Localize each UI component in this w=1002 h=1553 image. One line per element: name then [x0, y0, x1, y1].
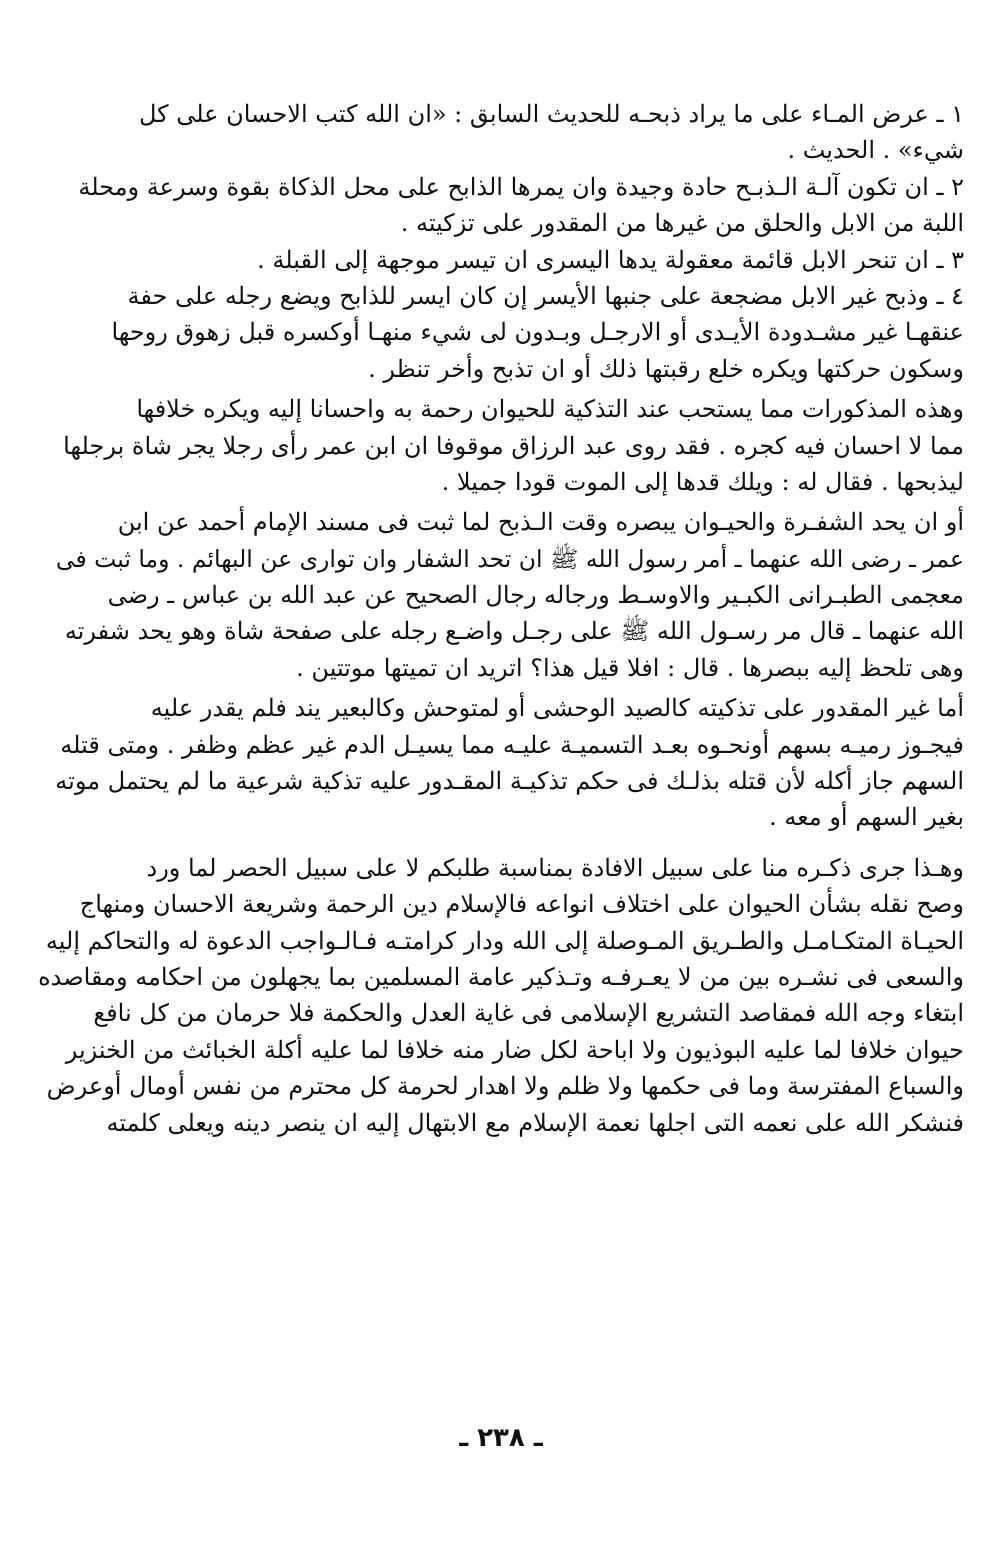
text-line: الحيـاة المتكـامـل والطـريق المـوصلة إلى الله ودار كرامتـه فـالـواجب الدعوة له والتحاكم إليه: [45, 926, 964, 955]
text-line: أو ان يحد الشفـرة والحيـوان يبصره وقت الـذبح لما ثبت فى مسند الإمام أحمد عن ابن: [117, 508, 964, 537]
text-line: أما غير المقدور على تذكيته كالصيد الوحشى أو لمتوحش وكالبعير يند فلم يقدر عليه: [150, 694, 964, 723]
text-line: بغير السهم أو معه .: [769, 803, 964, 832]
text-line: والسباع المفترسة وما فى حكمها ولا ظلم ولا اهدار لحرمة كل محترم من نفس أومال أوعرض: [46, 1072, 964, 1101]
text-line: مما لا احسان فيه كجره . فقد روى عبد الرزاق موقوفا ان ابن عمر رأى رجلا يجر شاة برجلها: [63, 431, 964, 460]
text-line: ٢ ـ ان تكون آلـة الـذبـح حادة وجيدة وان يمرها الذابح على محل الذكاة بقوة وسرعة ومحلة: [78, 172, 964, 201]
text-line: عمر ـ رضى الله عنهما ـ أمر رسول الله ﷺ ان تحد الشفار وان توارى عن البهائم . وما ثبت فى: [55, 544, 964, 573]
text-line: ٤ ـ وذبح غير الابل مضجعة على جنبها الأيسر إن كان ايسر للذابح ويضع رجله على حفة: [127, 281, 964, 310]
text-line: عنقهـا غير مشـدودة الأيـدى أو الارجـل وبـدون لى شيء منهـا أوكسره قبل زهوق روحها: [111, 318, 964, 347]
text-line: الله عنهما ـ قال مر رسـول الله ﷺ على رجـل واضـع رجله على صفحة شاة وهو يحد شفرته: [64, 617, 964, 646]
text-line: ٣ ـ ان تنحر الابل قائمة معقولة يدها اليسرى ان تيسر موجهة إلى القبلة .: [257, 245, 964, 274]
text-line: وسكون حركتها ويكره خلع رقبتها ذلك أو ان تذبح وأخر تنظر .: [368, 354, 964, 383]
text-line: معجمى الطبـرانى الكبـير والاوسـط ورجاله رجال الصحيح عن عبد الله بن عباس ـ رضى: [107, 581, 964, 610]
text-line: حيوان خلافا لما عليه البوذيون ولا اباحة لكل ضار منه خلافا لما عليه أكلة الخبائث من الخنزير: [65, 1035, 964, 1064]
text-line: وصح نقله بشأن الحيوان على اختلاف انواعه فالإسلام دين الرحمة وشريعة الاحسان ومنهاج: [79, 890, 964, 919]
text-line: ليذبحها . فقال له : ويلك قدها إلى الموت قودا جميلا .: [441, 467, 964, 496]
text-line: وهـذا جرى ذكـره منا على سبيل الافادة بمناسبة طلبكم لا على سبيل الحصر لما ورد: [146, 853, 964, 882]
text-line: اللبة من الابل والحلق من غيرها من المقدور على تزكيته .: [400, 209, 964, 238]
text-line: ١ ـ عرض المـاء على ما يراد ذبحـه للحديث السابق : «ان الله كتب الاحسان على كل: [138, 100, 964, 128]
text-line: فنشكر الله على نعمه التى اجلها نعمة الإسلام مع الابتهال إليه ان ينصر دينه ويعلى كلمته: [106, 1108, 964, 1137]
text-line: والسعى فى نشـره بين من لا يعـرفـه وتـذكير عامة المسلمين بما يجهلون من احكامه ومقاصده: [38, 962, 964, 991]
text-line: وهذه المذكورات مما يستحب عند التذكية للحيوان رحمة به واحسانا إليه ويكره خلافها: [136, 395, 964, 424]
page-body: [38, 96, 964, 1141]
text-line: وهى تلحظ إليه ببصرها . قال : افلا قيل هذا؟ اتريد ان تميتها موتتين .: [296, 653, 964, 682]
text-line: فيجـوز رميـه بسهم أونحـوه بعـد التسميـة عليـه مما يسيـل الدم غير عظم وظفر . ومتى قتله: [60, 730, 964, 759]
text-line: شيء» . الحديث .: [787, 136, 964, 165]
text-line: ابتغاء وجه الله فمقاصد التشريع الإسلامى فى غاية العدل والحكمة فلا حرمان من كل نافع: [93, 999, 964, 1028]
page-number: ـ ٢٣٨ ـ: [459, 1423, 543, 1453]
text-line: السهم جاز أكله لأن قتله بذلـك فى حكم تذكيـة المقـدور عليه تذكية شرعية ما لم يحتمل موته: [55, 767, 964, 796]
